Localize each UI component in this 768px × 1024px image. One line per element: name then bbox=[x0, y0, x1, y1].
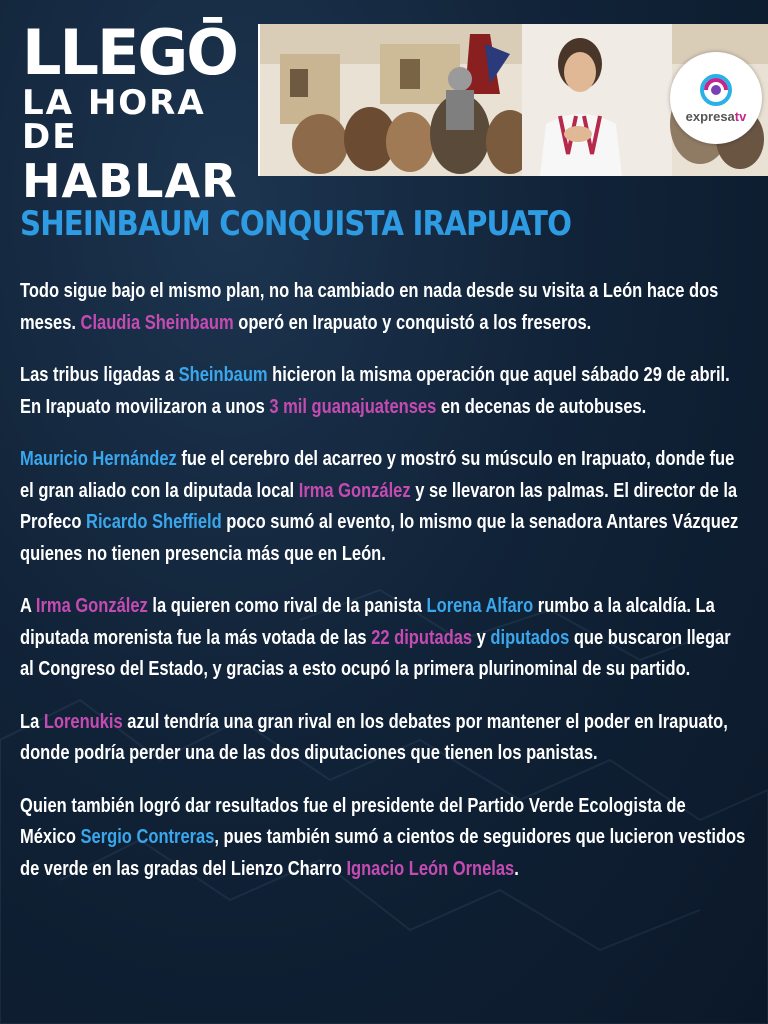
highlighted-name: Ignacio León Ornelas bbox=[346, 857, 515, 880]
paragraph-text: rumbo a la alcaldía. La diputada morenista fue la más votada de las bbox=[20, 595, 715, 649]
highlighted-name: Irma González bbox=[35, 595, 148, 617]
highlighted-name: Lorena Alfaro bbox=[426, 595, 534, 617]
paragraph-text: . bbox=[514, 857, 519, 880]
highlighted-name: 3 mil guanajuatenses bbox=[269, 395, 437, 418]
article-paragraph bbox=[20, 276, 746, 339]
logo-line-3: HABLAR bbox=[22, 154, 238, 208]
highlighted-name: diputados bbox=[490, 626, 570, 649]
highlighted-name: Irma González bbox=[298, 479, 411, 502]
article-paragraph bbox=[20, 444, 746, 570]
paragraph-text: , pues también sumó a cientos de seguidores que lucieron vestidos de verde en las gradas del Lienzo Charro bbox=[20, 826, 746, 880]
brand-name-main: expresa bbox=[685, 108, 735, 124]
article-paragraph bbox=[20, 360, 746, 423]
paragraph-text: Quien también logró dar resultados fue el presidente del Partido Verde Ecologista de México bbox=[20, 794, 686, 848]
paragraph-text: fue el cerebro del acarreo y mostró su músculo en Irapuato, donde fue el gran aliado con la diputada local bbox=[20, 448, 735, 502]
paragraph-text: La bbox=[20, 710, 44, 733]
article-paragraph bbox=[20, 791, 746, 886]
highlighted-name: Claudia Sheinbaum bbox=[80, 311, 234, 334]
paragraph-text: y bbox=[472, 626, 491, 649]
paragraph-text: Todo sigue bajo el mismo plan, no ha cambiado en nada desde su visita a León hace dos meses. bbox=[20, 280, 719, 334]
highlighted-name: 22 diputadas bbox=[371, 626, 473, 649]
paragraph-text: operó en Irapuato y conquistó a los freseros. bbox=[233, 311, 592, 334]
highlighted-name: Ricardo Sheffield bbox=[86, 511, 222, 533]
show-logo bbox=[22, 16, 252, 208]
article-title: SHEINBAUM CONQUISTA IRAPUATO bbox=[20, 204, 572, 244]
paragraph-text: A bbox=[20, 595, 36, 617]
paragraph-text: Las tribus ligadas a bbox=[20, 364, 179, 386]
article-paragraph bbox=[20, 707, 746, 770]
header bbox=[0, 0, 768, 208]
swirl-icon bbox=[699, 73, 733, 107]
article-body bbox=[20, 276, 746, 906]
paragraph-text: la quieren como rival de la panista bbox=[147, 595, 427, 617]
paragraph-text: que buscaron llegar al Congreso del Estado, y gracias a esto ocupó la primera plurinominal de su partido. bbox=[20, 626, 731, 680]
paragraph-text: hicieron la misma operación que aquel sábado 29 de abril. En Irapuato movilizaron a unos bbox=[20, 364, 730, 418]
logo-line-2: LA HORA DE bbox=[22, 83, 206, 157]
paragraph-text: poco sumó al evento, lo mismo que la senadora Antares Vázquez quienes no tienen presencia más que en León. bbox=[20, 511, 739, 565]
logo-line-1: LLEGŌ bbox=[22, 16, 237, 89]
paragraph-text: en decenas de autobuses. bbox=[436, 395, 647, 418]
expresa-tv-logo bbox=[670, 52, 762, 144]
brand-name-suffix: tv bbox=[734, 108, 747, 124]
article-paragraph bbox=[20, 591, 746, 686]
highlighted-name: Sheinbaum bbox=[178, 364, 268, 386]
highlighted-name: Mauricio Hernández bbox=[20, 448, 177, 470]
paragraph-text: y se llevaron las palmas. El director de la Profeco bbox=[20, 479, 738, 533]
highlighted-name: Lorenukis bbox=[43, 710, 123, 733]
brand-name bbox=[686, 109, 747, 124]
paragraph-text: azul tendría una gran rival en los debates por mantener el poder en Irapuato, donde podría perder una de las dos diputaciones que tienen los panistas. bbox=[20, 710, 728, 764]
highlighted-name: Sergio Contreras bbox=[80, 826, 215, 848]
